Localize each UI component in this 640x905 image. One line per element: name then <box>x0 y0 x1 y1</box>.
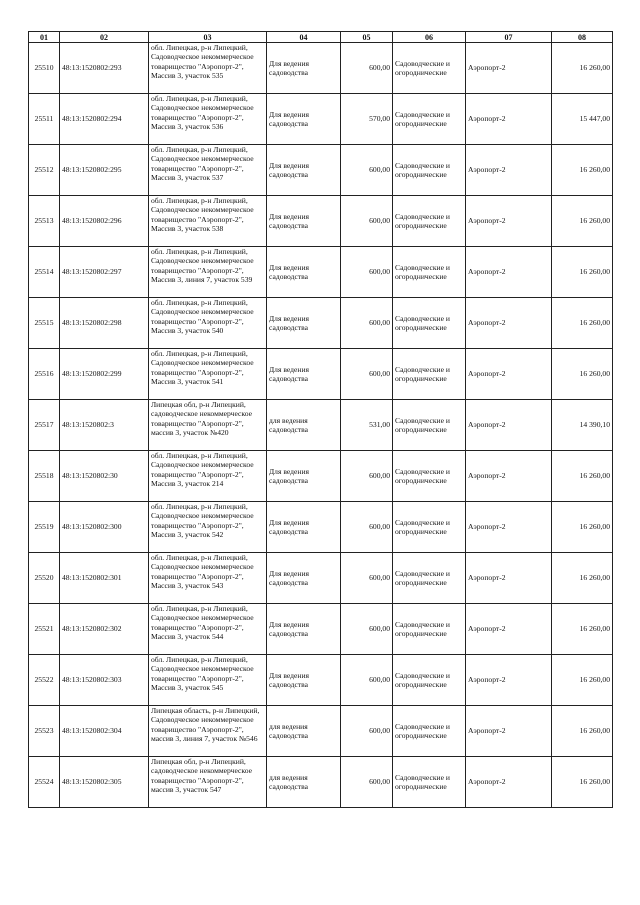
address: Липецкая область, р-н Липецкий, Садоводческое некоммерческое товарищество "Аэропорт-2", массив 3, линия 7, участок №546 <box>151 706 260 744</box>
area: 600,00 <box>341 604 393 655</box>
cadastral-value: 16 260,00 <box>552 706 613 757</box>
cadastral-value: 16 260,00 <box>552 757 613 808</box>
row-number: 25523 <box>29 706 60 757</box>
row-number: 25518 <box>29 451 60 502</box>
partnership-name: Аэропорт-2 <box>466 298 552 349</box>
land-category: Садоводческие и огороднические <box>393 247 466 298</box>
cadastral-number: 48:13:1520802:297 <box>60 247 149 298</box>
permitted-use: Для ведения садоводства <box>267 655 341 706</box>
cadastral-number: 48:13:1520802:294 <box>60 94 149 145</box>
row-number: 25517 <box>29 400 60 451</box>
row-number: 25515 <box>29 298 60 349</box>
row-number: 25520 <box>29 553 60 604</box>
permitted-use: для ведения садоводства <box>267 757 341 808</box>
area: 600,00 <box>341 247 393 298</box>
area: 600,00 <box>341 349 393 400</box>
column-header-02: 02 <box>60 32 149 43</box>
row-number: 25522 <box>29 655 60 706</box>
area: 600,00 <box>341 451 393 502</box>
header-row <box>29 32 613 43</box>
address: обл. Липецкая, р-н Липецкий, Садоводческое некоммерческое товарищество "Аэропорт-2", Массив 3, участок 543 <box>151 553 254 591</box>
cadastral-value: 16 260,00 <box>552 451 613 502</box>
area: 600,00 <box>341 553 393 604</box>
address: Липецкая обл, р-н Липецкий, садоводческое некоммерческое товарищество "Аэропорт-2", массив 3, участок 547 <box>151 757 252 795</box>
cadastral-number: 48:13:1520802:3 <box>60 400 149 451</box>
cadastral-value: 16 260,00 <box>552 604 613 655</box>
area: 600,00 <box>341 43 393 94</box>
cadastral-value: 15 447,00 <box>552 94 613 145</box>
land-category: Садоводческие и огороднические <box>393 451 466 502</box>
land-category: Садоводческие и огороднические <box>393 655 466 706</box>
land-category: Садоводческие и огороднические <box>393 196 466 247</box>
cadastral-value: 16 260,00 <box>552 298 613 349</box>
row-number: 25524 <box>29 757 60 808</box>
address: обл. Липецкая, р-н Липецкий, Садоводческое некоммерческое товарищество "Аэропорт-2", Массив 3, участок 542 <box>151 502 254 540</box>
partnership-name: Аэропорт-2 <box>466 706 552 757</box>
column-header-06: 06 <box>393 32 466 43</box>
area: 600,00 <box>341 298 393 349</box>
partnership-name: Аэропорт-2 <box>466 502 552 553</box>
cadastral-number: 48:13:1520802:30 <box>60 451 149 502</box>
address: обл. Липецкая, р-н Липецкий, Садоводческое некоммерческое товарищество "Аэропорт-2", Массив 3, участок 214 <box>151 451 254 489</box>
cadastral-number: 48:13:1520802:305 <box>60 757 149 808</box>
address: обл. Липецкая, р-н Липецкий, Садоводческое некоммерческое товарищество "Аэропорт-2", Массив 3, участок 540 <box>151 298 254 336</box>
cadastral-number: 48:13:1520802:296 <box>60 196 149 247</box>
row-number: 25516 <box>29 349 60 400</box>
cadastral-number: 48:13:1520802:300 <box>60 502 149 553</box>
land-category: Садоводческие и огороднические <box>393 502 466 553</box>
address: обл. Липецкая, р-н Липецкий, Садоводческое некоммерческое товарищество "Аэропорт-2", Массив 3, участок 535 <box>151 43 254 81</box>
partnership-name: Аэропорт-2 <box>466 349 552 400</box>
row-number: 25519 <box>29 502 60 553</box>
cadastral-value: 16 260,00 <box>552 502 613 553</box>
area: 600,00 <box>341 655 393 706</box>
cadastral-number: 48:13:1520802:295 <box>60 145 149 196</box>
cadastral-number: 48:13:1520802:298 <box>60 298 149 349</box>
permitted-use: для ведения садоводства <box>267 706 341 757</box>
partnership-name: Аэропорт-2 <box>466 43 552 94</box>
cadastral-value: 14 390,10 <box>552 400 613 451</box>
cadastral-number: 48:13:1520802:303 <box>60 655 149 706</box>
column-header-04: 04 <box>267 32 341 43</box>
land-category: Садоводческие и огороднические <box>393 553 466 604</box>
column-header-03: 03 <box>149 32 267 43</box>
column-header-07: 07 <box>466 32 552 43</box>
table-row <box>29 604 613 655</box>
table-row <box>29 706 613 757</box>
table-row <box>29 145 613 196</box>
cadastral-value: 16 260,00 <box>552 349 613 400</box>
address: обл. Липецкая, р-н Липецкий, Садоводческое некоммерческое товарищество "Аэропорт-2", Массив 3, участок 545 <box>151 655 254 693</box>
land-category: Садоводческие и огороднические <box>393 94 466 145</box>
column-header-08: 08 <box>552 32 613 43</box>
land-category: Садоводческие и огороднические <box>393 43 466 94</box>
permitted-use: Для ведения садоводства <box>267 553 341 604</box>
cadastral-number: 48:13:1520802:301 <box>60 553 149 604</box>
table-row <box>29 298 613 349</box>
cadastral-value: 16 260,00 <box>552 196 613 247</box>
table-row <box>29 502 613 553</box>
table-row <box>29 94 613 145</box>
table-row <box>29 400 613 451</box>
partnership-name: Аэропорт-2 <box>466 145 552 196</box>
cadastral-value: 16 260,00 <box>552 655 613 706</box>
table-row <box>29 553 613 604</box>
address: обл. Липецкая, р-н Липецкий, Садоводческое некоммерческое товарищество "Аэропорт-2", Массив 3, линия 7, участок 539 <box>151 247 254 285</box>
area: 570,00 <box>341 94 393 145</box>
area: 600,00 <box>341 196 393 247</box>
table-row <box>29 757 613 808</box>
partnership-name: Аэропорт-2 <box>466 94 552 145</box>
permitted-use: Для ведения садоводства <box>267 43 341 94</box>
column-header-05: 05 <box>341 32 393 43</box>
area: 600,00 <box>341 502 393 553</box>
permitted-use: для ведения садоводства <box>267 400 341 451</box>
partnership-name: Аэропорт-2 <box>466 655 552 706</box>
address: обл. Липецкая, р-н Липецкий, Садоводческое некоммерческое товарищество "Аэропорт-2", Массив 3, участок 541 <box>151 349 254 387</box>
table-row <box>29 196 613 247</box>
permitted-use: Для ведения садоводства <box>267 145 341 196</box>
permitted-use: Для ведения садоводства <box>267 298 341 349</box>
land-category: Садоводческие и огороднические <box>393 145 466 196</box>
table-row <box>29 247 613 298</box>
area: 600,00 <box>341 757 393 808</box>
row-number: 25510 <box>29 43 60 94</box>
land-category: Садоводческие и огороднические <box>393 757 466 808</box>
partnership-name: Аэропорт-2 <box>466 757 552 808</box>
table-row <box>29 43 613 94</box>
table-row <box>29 655 613 706</box>
partnership-name: Аэропорт-2 <box>466 553 552 604</box>
cadastral-number: 48:13:1520802:293 <box>60 43 149 94</box>
cadastral-number: 48:13:1520802:304 <box>60 706 149 757</box>
address: обл. Липецкая, р-н Липецкий, Садоводческое некоммерческое товарищество "Аэропорт-2", Массив 3, участок 544 <box>151 604 254 642</box>
area: 600,00 <box>341 706 393 757</box>
partnership-name: Аэропорт-2 <box>466 400 552 451</box>
cadastral-value: 16 260,00 <box>552 43 613 94</box>
table-row <box>29 451 613 502</box>
land-category: Садоводческие и огороднические <box>393 604 466 655</box>
permitted-use: Для ведения садоводства <box>267 94 341 145</box>
permitted-use: Для ведения садоводства <box>267 604 341 655</box>
cadastral-value: 16 260,00 <box>552 145 613 196</box>
cadastral-value: 16 260,00 <box>552 247 613 298</box>
cadastral-number: 48:13:1520802:302 <box>60 604 149 655</box>
permitted-use: Для ведения садоводства <box>267 451 341 502</box>
row-number: 25511 <box>29 94 60 145</box>
row-number: 25514 <box>29 247 60 298</box>
area: 600,00 <box>341 145 393 196</box>
permitted-use: Для ведения садоводства <box>267 247 341 298</box>
cadastral-value: 16 260,00 <box>552 553 613 604</box>
permitted-use: Для ведения садоводства <box>267 196 341 247</box>
address: обл. Липецкая, р-н Липецкий, Садоводческое некоммерческое товарищество "Аэропорт-2", Массив 3, участок 537 <box>151 145 254 183</box>
partnership-name: Аэропорт-2 <box>466 604 552 655</box>
land-category: Садоводческие и огороднические <box>393 349 466 400</box>
land-category: Садоводческие и огороднические <box>393 400 466 451</box>
permitted-use: Для ведения садоводства <box>267 349 341 400</box>
row-number: 25513 <box>29 196 60 247</box>
permitted-use: Для ведения садоводства <box>267 502 341 553</box>
row-number: 25512 <box>29 145 60 196</box>
table-row <box>29 349 613 400</box>
cadastral-number: 48:13:1520802:299 <box>60 349 149 400</box>
partnership-name: Аэропорт-2 <box>466 451 552 502</box>
land-category: Садоводческие и огороднические <box>393 298 466 349</box>
address: обл. Липецкая, р-н Липецкий, Садоводческое некоммерческое товарищество "Аэропорт-2", Массив 3, участок 536 <box>151 94 254 132</box>
area: 531,00 <box>341 400 393 451</box>
address: обл. Липецкая, р-н Липецкий, Садоводческое некоммерческое товарищество "Аэропорт-2", Массив 3, участок 538 <box>151 196 254 234</box>
row-number: 25521 <box>29 604 60 655</box>
column-header-01: 01 <box>29 32 60 43</box>
land-category: Садоводческие и огороднические <box>393 706 466 757</box>
partnership-name: Аэропорт-2 <box>466 196 552 247</box>
address: Липецкая обл, р-н Липецкий, садоводческое некоммерческое товарищество "Аэропорт-2", массив 3, участок №420 <box>151 400 252 438</box>
partnership-name: Аэропорт-2 <box>466 247 552 298</box>
registry-table <box>28 31 613 808</box>
